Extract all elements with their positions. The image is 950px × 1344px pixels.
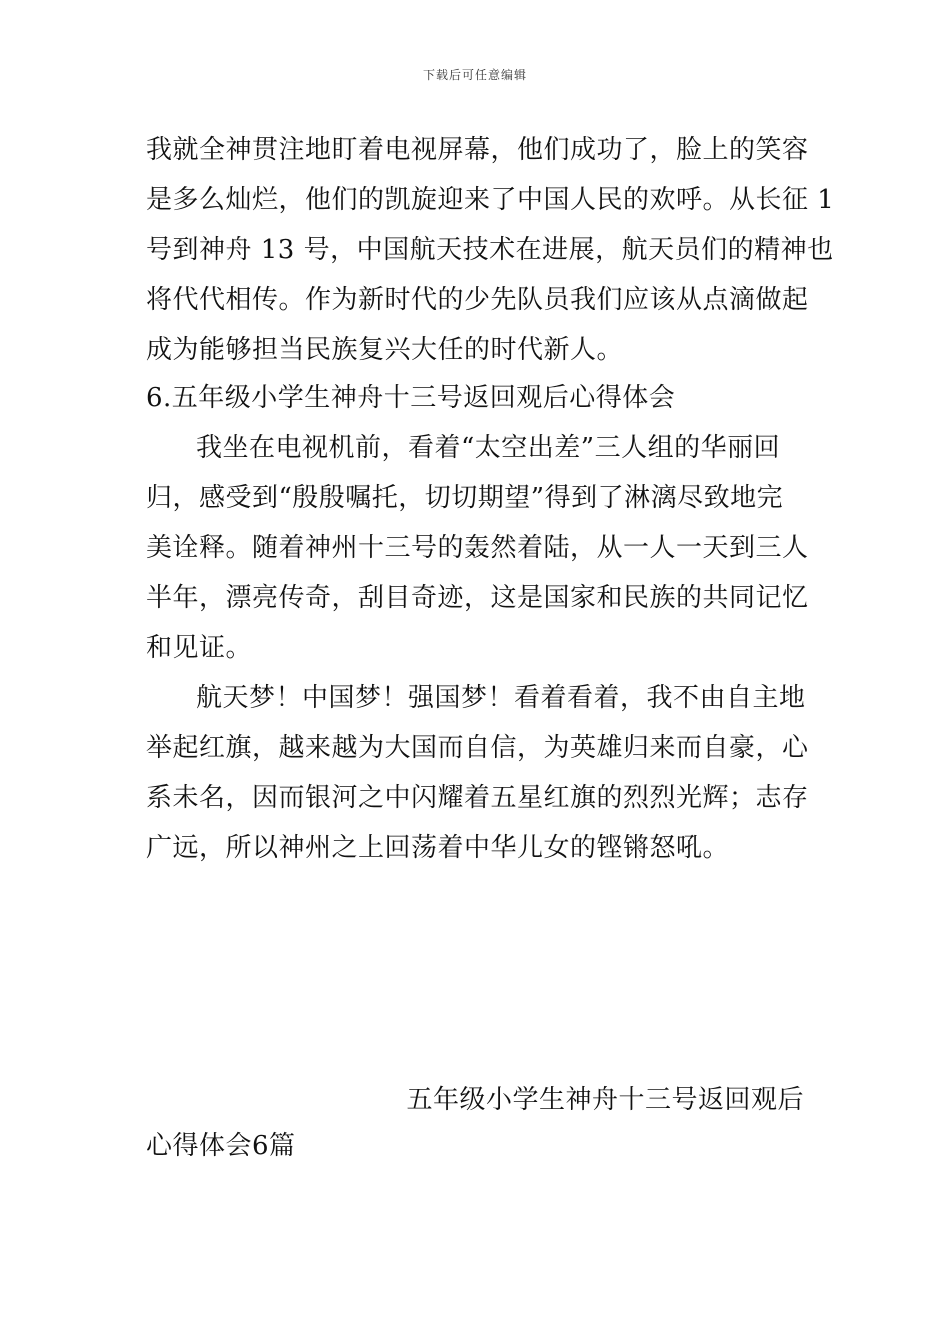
paragraph-line: 航天梦！中国梦！强国梦！看着看着，我不由自主地 bbox=[196, 683, 806, 713]
footer-title-line-2: 心得体会6篇 bbox=[146, 1131, 296, 1161]
paragraph-line: 我坐在电视机前，看着“太空出差”三人组的华丽回 bbox=[196, 433, 781, 463]
footer-title-line-1: 五年级小学生神舟十三号返回观后 bbox=[406, 1085, 804, 1115]
paragraph-line: 举起红旗，越来越为大国而自信，为英雄归来而自豪，心 bbox=[146, 733, 809, 763]
paragraph-line: 我就全神贯注地盯着电视屏幕，他们成功了，脸上的笑容 bbox=[146, 135, 809, 165]
paragraph-line: 美诠释。随着神州十三号的轰然着陆，从一人一天到三人 bbox=[146, 533, 809, 563]
paragraph-line: 系未名，因而银河之中闪耀着五星红旗的烈烈光辉；志存 bbox=[146, 783, 809, 813]
section-heading: 6.五年级小学生神舟十三号返回观后心得体会 bbox=[146, 383, 676, 413]
paragraph-line: 广远，所以神州之上回荡着中华儿女的铿锵怒吼。 bbox=[146, 833, 730, 863]
paragraph-line: 将代代相传。作为新时代的少先队员我们应该从点滴做起 bbox=[146, 285, 809, 315]
paragraph-line: 半年，漂亮传奇，刮目奇迹，这是国家和民族的共同记忆 bbox=[146, 583, 809, 613]
paragraph-line: 归，感受到“殷殷嘱托，切切期望”得到了淋漓尽致地完 bbox=[146, 483, 784, 513]
page-header: 下载后可任意编辑 bbox=[422, 68, 527, 82]
paragraph-line: 号到神舟 13 号，中国航天技术在进展，航天员们的精神也 bbox=[146, 235, 834, 265]
paragraph-line: 和见证。 bbox=[146, 633, 253, 663]
paragraph-line: 成为能够担当民族复兴大任的时代新人。 bbox=[146, 335, 624, 365]
paragraph-line: 是多么灿烂，他们的凯旋迎来了中国人民的欢呼。从长征 1 bbox=[146, 185, 835, 215]
